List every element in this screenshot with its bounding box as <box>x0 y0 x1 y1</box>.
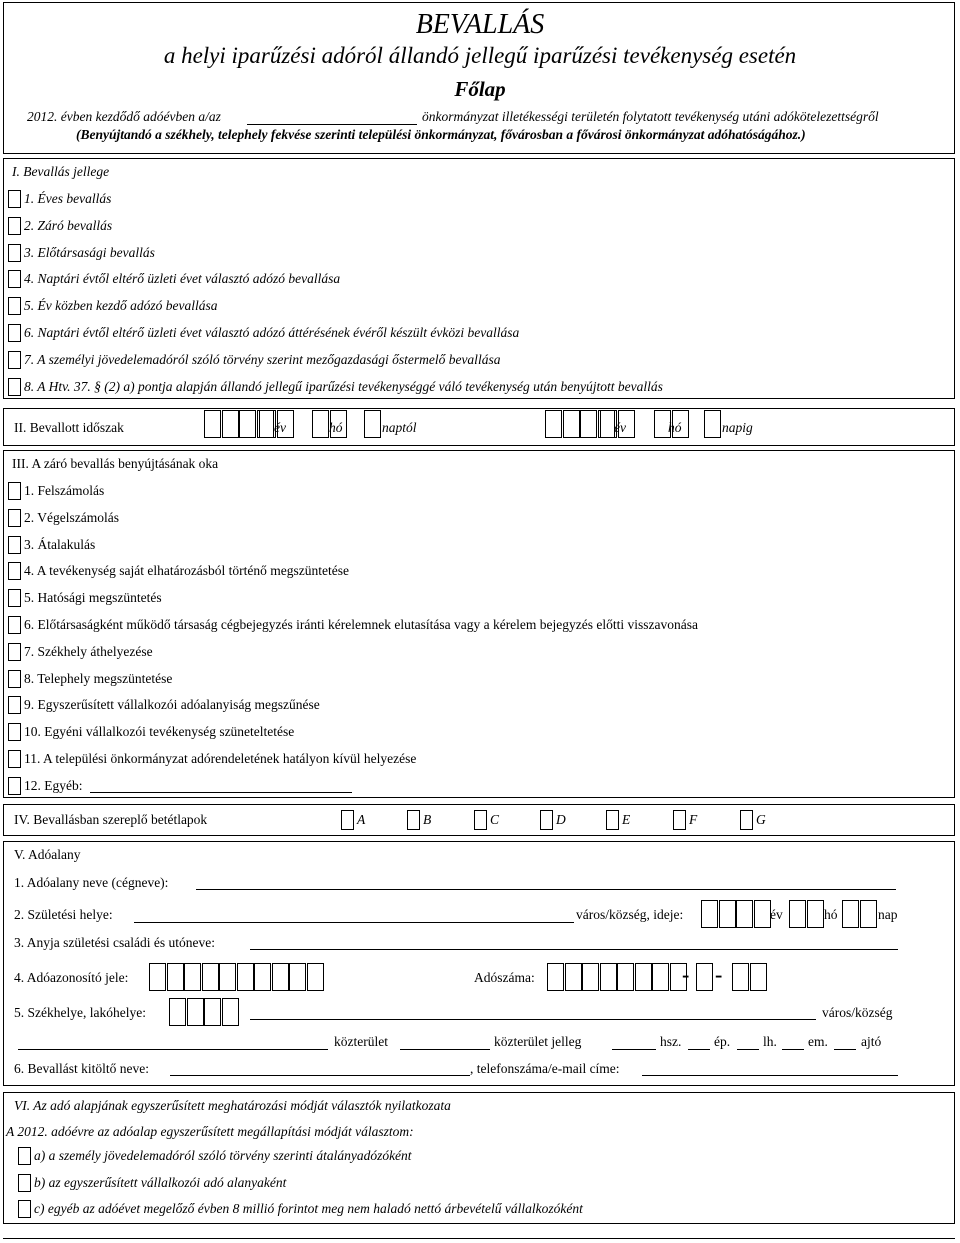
birth-date-digit-box[interactable] <box>860 900 877 928</box>
tax-number-dash-1: - <box>682 962 690 987</box>
birth-ev: év <box>770 907 783 922</box>
egyszerusitett-label: c) egyéb az adóévet megelőző évben 8 millió forintot meg nem haladó nettó árbevételű vállalkozóként <box>34 1201 583 1216</box>
zaro-ok-checkbox[interactable] <box>8 723 21 741</box>
period-from-label: naptól <box>382 420 417 435</box>
zaro-ok-checkbox[interactable] <box>8 562 21 580</box>
bevallas-jellege-checkbox[interactable] <box>8 324 21 342</box>
section2-heading: II. Bevallott időszak <box>14 420 124 435</box>
seat-zip-digit-box[interactable] <box>204 998 221 1026</box>
seat-zip-digit-box[interactable] <box>187 998 204 1026</box>
period-ho2: hó <box>668 420 682 435</box>
tax-number-digit-box[interactable] <box>547 963 564 991</box>
tax-number-digit-box[interactable] <box>617 963 634 991</box>
door-label: ajtó <box>861 1034 882 1049</box>
birth-date-digit-box[interactable] <box>842 900 859 928</box>
tax-number-digit-box[interactable] <box>565 963 582 991</box>
period-ev1: év <box>274 420 286 435</box>
section5-heading: V. Adóalany <box>14 847 81 862</box>
birth-date-digit-box[interactable] <box>701 900 718 928</box>
period-ho1: hó <box>329 420 343 435</box>
tax-id-digit-box[interactable] <box>307 963 324 991</box>
section1-heading: I. Bevallás jellege <box>12 164 110 179</box>
form-subtitle: a helyi iparűzési adóról állandó jellegű iparűzési tevékenység esetén <box>163 43 797 68</box>
birth-nap: nap <box>878 907 898 922</box>
page-label: Főlap <box>454 77 506 101</box>
section-bevallott-idoszak <box>3 408 955 446</box>
tax-id-digit-box[interactable] <box>237 963 254 991</box>
street-type-label: közterület jelleg <box>494 1034 582 1049</box>
zaro-ok-label: 2. Végelszámolás <box>24 509 119 525</box>
zaro-ok-label: 6. Előtársaságként működő társaság cégbejegyzés iránti kérelemnek elutasítása vagy a kérelem bejegyzés előtti visszavonása <box>24 617 698 632</box>
egyszerusitett-label: a) a személy jövedelemadóról szóló törvény szerinti átalányadózóként <box>34 1148 412 1163</box>
bevallas-jellege-checkbox[interactable] <box>8 270 21 288</box>
insert-sheet-letter: B <box>423 812 432 827</box>
insert-sheet-b-checkbox[interactable] <box>407 810 420 830</box>
egyszerusitett-checkbox[interactable] <box>18 1147 31 1165</box>
zaro-ok-checkbox[interactable] <box>8 536 21 554</box>
phone-email-field[interactable] <box>642 1075 898 1076</box>
zaro-ok-label: 12. Egyéb: <box>24 777 83 793</box>
tax-id-digit-box[interactable] <box>184 963 201 991</box>
period-to-label: napig <box>722 420 753 435</box>
street-name-field[interactable] <box>18 1049 328 1050</box>
seat-city-field[interactable] <box>250 1019 816 1020</box>
bevallas-jellege-label: 7. A személyi jövedelemadóról szóló törvény szerint mezőgazdasági őstermelő bevallása <box>24 351 501 367</box>
tax-number-digit-box[interactable] <box>652 963 669 991</box>
bevallas-jellege-label: 4. Naptári évtől eltérő üzleti évet választó adózó bevallása <box>24 271 341 287</box>
period-to-digit-box[interactable] <box>704 410 721 438</box>
egyszerusitett-label: b) az egyszerűsített vállalkozói adó alanyaként <box>34 1174 287 1190</box>
tax-id-digit-box[interactable] <box>272 963 289 991</box>
period-from-digit-box[interactable] <box>312 410 329 438</box>
tax-number-label: Adószáma: <box>474 970 535 985</box>
section-adoalany <box>3 841 955 1086</box>
other-reason-field[interactable] <box>90 792 352 793</box>
floor-label: em. <box>808 1034 828 1049</box>
period-from-digit-box[interactable] <box>239 410 256 438</box>
egyszerusitett-checkbox[interactable] <box>18 1174 31 1192</box>
bevallas-jellege-checkbox[interactable] <box>8 297 21 315</box>
zaro-ok-checkbox[interactable] <box>8 616 21 634</box>
birth-date-digit-box[interactable] <box>789 900 806 928</box>
zaro-ok-checkbox[interactable] <box>8 750 21 768</box>
zaro-ok-checkbox[interactable] <box>8 777 21 795</box>
section-egyszerusitett <box>3 1092 955 1224</box>
bevallas-jellege-label: 8. A Htv. 37. § (2) a) pontja alapján állandó jellegű iparűzési tevékenységgé váló tevékenység után benyújtott bevallás <box>24 378 663 394</box>
city-date-label: város/község, ideje: <box>576 907 684 922</box>
zaro-ok-label: 7. Székhely áthelyezése <box>24 643 153 659</box>
insert-sheet-letter: C <box>490 812 500 827</box>
filler-name-field[interactable] <box>170 1075 470 1076</box>
section6-intro: A 2012. adóévre az adóalap egyszerűsített megállapítási módját választom: <box>6 1124 414 1139</box>
tax-number-digit-box[interactable] <box>600 963 617 991</box>
tax-id-digit-box[interactable] <box>149 963 166 991</box>
section3-heading: III. A záró bevallás benyújtásának oka <box>12 456 219 471</box>
insert-sheet-e-checkbox[interactable] <box>606 810 619 830</box>
filler-name-label: 6. Bevallást kitöltő neve: <box>14 1061 149 1076</box>
insert-sheet-letter: E <box>622 812 631 827</box>
insert-sheet-letter: G <box>756 812 766 827</box>
insert-sheet-letter: A <box>357 812 366 827</box>
zaro-ok-checkbox[interactable] <box>8 589 21 607</box>
bevallas-jellege-label: 1. Éves bevallás <box>24 191 112 206</box>
bottom-rule <box>3 1238 955 1239</box>
period-from-digit-box[interactable] <box>364 410 381 438</box>
phone-email-label: , telefonszáma/e-mail címe: <box>470 1061 620 1076</box>
bevallas-jellege-checkbox[interactable] <box>8 351 21 369</box>
bevallas-jellege-checkbox[interactable] <box>8 190 21 208</box>
seat-label: 5. Székhelye, lakóhelye: <box>14 1005 146 1020</box>
zaro-ok-checkbox[interactable] <box>8 643 21 661</box>
tax-id-digit-box[interactable] <box>167 963 184 991</box>
seat-zip-digit-box[interactable] <box>169 998 186 1026</box>
mother-name-label: 3. Anyja születési családi és utóneve: <box>14 935 215 950</box>
section-bevallas-jellege <box>3 158 955 399</box>
period-to-digit-box[interactable] <box>563 410 580 438</box>
header-line2: (Benyújtandó a székhely, telephely fekvése szerinti települési önkormányzat, fővárosban a fővárosi önkormányzat adóhatóságához.) <box>76 127 806 142</box>
period-from-digit-box[interactable] <box>222 410 239 438</box>
tax-number-digit-box[interactable] <box>582 963 599 991</box>
mother-name-field[interactable] <box>250 949 898 950</box>
birth-date-digit-box[interactable] <box>754 900 771 928</box>
birth-date-digit-box[interactable] <box>719 900 736 928</box>
tax-id-digit-box[interactable] <box>289 963 306 991</box>
period-ev2: év <box>614 420 626 435</box>
seat-zip-digit-box[interactable] <box>222 998 239 1026</box>
tax-number-digit-box[interactable] <box>635 963 652 991</box>
period-to-digit-box[interactable] <box>545 410 562 438</box>
street-label: közterület <box>334 1034 388 1049</box>
bevallas-jellege-checkbox[interactable] <box>8 378 21 396</box>
birth-place-label: 2. Születési helye: <box>14 907 113 922</box>
insert-sheet-g-checkbox[interactable] <box>740 810 753 830</box>
birth-place-field[interactable] <box>134 922 574 923</box>
birth-date-digit-box[interactable] <box>807 900 824 928</box>
name-field[interactable] <box>196 889 896 890</box>
zaro-ok-label: 4. A tevékenység saját elhatározásból történő megszüntetése <box>24 563 350 579</box>
tax-id-digit-box[interactable] <box>254 963 271 991</box>
staircase-label: lh. <box>763 1034 777 1049</box>
zaro-ok-label: 1. Felszámolás <box>24 483 105 498</box>
staircase-field[interactable] <box>782 1049 804 1050</box>
zaro-ok-label: 11. A települési önkormányzat adórendeletének hatályon kívül helyezése <box>24 751 417 766</box>
bevallas-jellege-checkbox[interactable] <box>8 217 21 235</box>
section-zaro-bevallas-oka <box>3 450 955 798</box>
bevallas-jellege-label: 6. Naptári évtől eltérő üzleti évet választó adózó áttérésének évéről készült évközi bevallása <box>24 325 520 340</box>
insert-sheet-c-checkbox[interactable] <box>474 810 487 830</box>
tax-id-label: 4. Adóazonosító jele: <box>14 970 129 985</box>
zaro-ok-checkbox[interactable] <box>8 670 21 688</box>
period-from-digit-box[interactable] <box>204 410 221 438</box>
building-field[interactable] <box>737 1049 759 1050</box>
tax-id-digit-box[interactable] <box>219 963 236 991</box>
zaro-ok-checkbox[interactable] <box>8 482 21 500</box>
tax-number-dash-2: - <box>715 962 723 987</box>
bevallas-jellege-label: 5. Év közben kezdő adózó bevallása <box>24 298 218 314</box>
tax-number-digit-box[interactable] <box>732 963 749 991</box>
insert-sheet-letter: F <box>689 812 698 827</box>
header-section <box>3 2 955 154</box>
street-type-field[interactable] <box>612 1049 656 1050</box>
insert-sheet-d-checkbox[interactable] <box>540 810 553 830</box>
zaro-ok-label: 8. Telephely megszüntetése <box>24 670 173 686</box>
form-title: BEVALLÁS <box>415 9 545 40</box>
section4-heading: IV. Bevallásban szereplő betétlapok <box>14 812 208 827</box>
house-number-label: hsz. <box>660 1034 682 1049</box>
section-betetlapok <box>3 804 955 836</box>
section6-heading: VI. Az adó alapjának egyszerűsített meghatározási módját választók nyilatkozata <box>14 1098 451 1113</box>
zaro-ok-checkbox[interactable] <box>8 696 21 714</box>
municipality-field[interactable] <box>247 124 417 125</box>
zaro-ok-label: 9. Egyszerűsített vállalkozói adóalanyiság megszűnése <box>24 697 320 713</box>
insert-sheet-letter: D <box>556 812 566 827</box>
building-label: ép. <box>714 1034 731 1049</box>
house-number-field[interactable] <box>688 1049 710 1050</box>
insert-sheet-a-checkbox[interactable] <box>341 810 354 830</box>
period-to-digit-box[interactable] <box>580 410 597 438</box>
tax-number-digit-box[interactable] <box>750 963 767 991</box>
name-label: 1. Adóalany neve (cégneve): <box>14 875 169 890</box>
bevallas-jellege-label: 2. Záró bevallás <box>24 217 113 233</box>
tax-id-digit-box[interactable] <box>202 963 219 991</box>
birth-date-digit-box[interactable] <box>736 900 753 928</box>
insert-sheet-f-checkbox[interactable] <box>673 810 686 830</box>
tax-number-digit-box[interactable] <box>696 963 713 991</box>
birth-ho: hó <box>824 907 838 922</box>
zaro-ok-label: 10. Egyéni vállalkozói tevékenység szüneteltetése <box>24 724 295 740</box>
zaro-ok-label: 5. Hatósági megszüntetés <box>24 590 162 606</box>
street-type-prefix-field[interactable] <box>400 1049 490 1050</box>
bevallas-jellege-label: 3. Előtársasági bevallás <box>24 244 155 260</box>
floor-field[interactable] <box>834 1049 856 1050</box>
seat-city-label: város/község <box>822 1005 893 1020</box>
egyszerusitett-checkbox[interactable] <box>18 1200 31 1218</box>
zaro-ok-checkbox[interactable] <box>8 509 21 527</box>
zaro-ok-label: 3. Átalakulás <box>24 536 96 552</box>
header-line1-end: önkormányzat illetékességi területén folytatott tevékenység utáni adókötelezettségről <box>422 109 879 124</box>
bevallas-jellege-checkbox[interactable] <box>8 244 21 262</box>
header-line1-start: 2012. évben kezdődő adóévben a/az <box>27 109 221 124</box>
